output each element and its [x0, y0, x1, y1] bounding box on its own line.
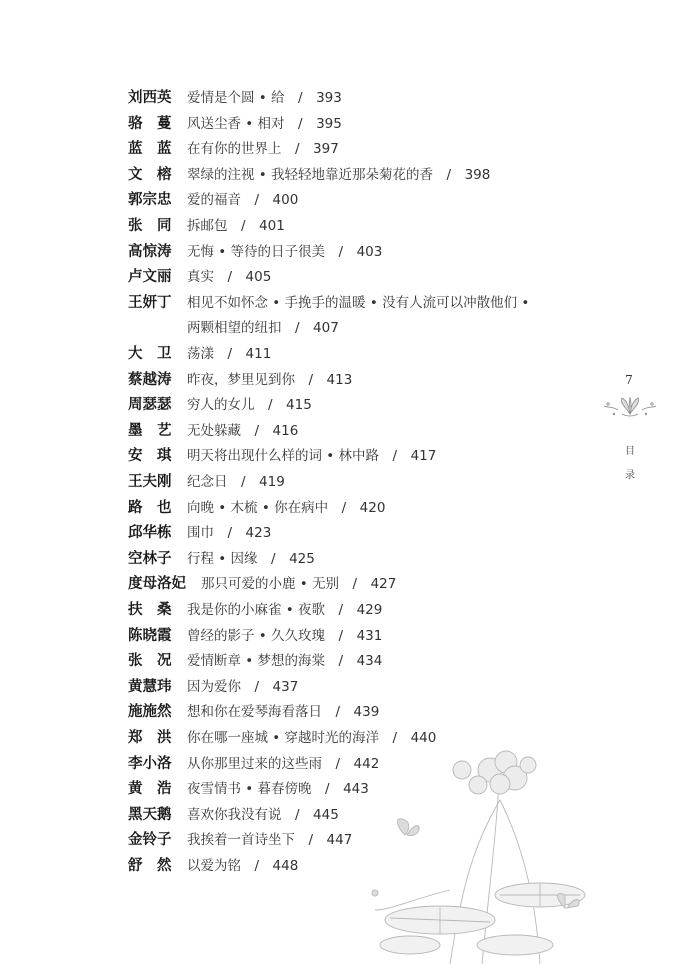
- toc-entry: [0, 86, 600, 110]
- toc-entry: [0, 675, 600, 699]
- toc-title: 翠绿的注视 • 我轻轻地靠近那朵菊花的香 / 398: [187, 167, 491, 183]
- toc-title: 风送尘香 • 相对 / 395: [187, 116, 342, 132]
- toc-title: 想和你在爱琴海看落日 / 439: [187, 704, 380, 720]
- toc-entry: [0, 419, 600, 443]
- toc-author: 陈晓霞: [128, 628, 172, 644]
- toc-title: 无悔 • 等待的日子很美 / 403: [187, 244, 383, 260]
- toc-title: 围巾 / 423: [187, 525, 272, 541]
- toc-entry: [0, 265, 600, 289]
- toc-title: 那只可爱的小鹿 • 无别 / 427: [201, 576, 397, 592]
- toc-entry: [0, 572, 600, 596]
- toc-author: 张 同: [128, 218, 172, 234]
- floral-illustration: [350, 740, 690, 964]
- toc-author: 扶 桑: [128, 602, 172, 618]
- toc-author: 王妍丁: [128, 295, 172, 311]
- toc-title: 你在哪一座城 • 穿越时光的海洋 / 440: [187, 730, 437, 746]
- toc-author: 郑 洪: [128, 730, 172, 746]
- page-number: 7: [625, 373, 633, 387]
- toc-entry: [0, 188, 600, 212]
- toc-author: 王夫刚: [128, 474, 172, 490]
- toc-author: 文 榕: [128, 167, 172, 183]
- toc-author: 高惊涛: [128, 244, 172, 260]
- toc-entry: [0, 598, 600, 622]
- toc-entry: [0, 342, 600, 366]
- toc-author: 蔡越涛: [128, 372, 172, 388]
- toc-author: 施施然: [128, 704, 172, 720]
- section-label-char-2: 录: [625, 470, 635, 481]
- toc-entry: [0, 547, 600, 571]
- toc-entry: [0, 496, 600, 520]
- toc-title: 我挨着一首诗坐下 / 447: [187, 832, 353, 848]
- toc-title: 荡漾 / 411: [187, 346, 272, 362]
- toc-author: 蓝 蓝: [128, 141, 172, 157]
- toc-entry: [0, 444, 600, 468]
- toc-author: 刘西英: [128, 90, 172, 106]
- toc-title: 无处躲藏 / 416: [187, 423, 299, 439]
- toc-entry: [0, 163, 600, 187]
- toc-author: 邱华栋: [128, 525, 172, 541]
- toc-title: 我是你的小麻雀 • 夜歌 / 429: [187, 602, 383, 618]
- toc-entry: [0, 624, 600, 648]
- toc-title: 以爱为铭 / 448: [187, 858, 299, 874]
- toc-title: 曾经的影子 • 久久玫瑰 / 431: [187, 628, 383, 644]
- toc-entry-continuation: [0, 316, 600, 340]
- toc-author: 空林子: [128, 551, 172, 567]
- toc-author: 李小洛: [128, 756, 172, 772]
- toc-title: 从你那里过来的这些雨 / 442: [187, 756, 380, 772]
- toc-entry: [0, 368, 600, 392]
- toc-title: 夜雪情书 • 暮春傍晚 / 443: [187, 781, 369, 797]
- toc-title: 爱的福音 / 400: [187, 192, 299, 208]
- toc-entry: [0, 112, 600, 136]
- toc-entry: [0, 291, 600, 315]
- toc-entry: [0, 700, 600, 724]
- toc-author: 黄 浩: [128, 781, 172, 797]
- toc-title: 明天将出现什么样的词 • 林中路 / 417: [187, 448, 437, 464]
- toc-author: 骆 蔓: [128, 116, 172, 132]
- toc-author: 安 琪: [128, 448, 172, 464]
- page-margin-label: [600, 370, 660, 490]
- toc-title: 昨夜，梦里见到你 / 413: [187, 372, 353, 388]
- toc-title: 纪念日 / 419: [187, 474, 285, 490]
- toc-title: 爱情是个圆 • 给 / 393: [187, 90, 342, 106]
- toc-entry: [0, 137, 600, 161]
- toc-title: 爱情断章 • 梦想的海棠 / 434: [187, 653, 383, 669]
- toc-title-continuation: 两颗相望的纽扣 / 407: [187, 320, 339, 336]
- toc-author: 墨 艺: [128, 423, 172, 439]
- toc-author: 路 也: [128, 500, 172, 516]
- toc-author: 黄慧玮: [128, 679, 172, 695]
- section-label-char-1: 目: [625, 446, 635, 457]
- toc-title: 相见不如怀念 • 手挽手的温暖 • 没有人流可以冲散他们 •: [187, 295, 530, 311]
- toc-title: 行程 • 因缘 / 425: [187, 551, 315, 567]
- toc-author: 舒 然: [128, 858, 172, 874]
- toc-title: 拆邮包 / 401: [187, 218, 285, 234]
- toc-entry: [0, 649, 600, 673]
- toc-entry: [0, 470, 600, 494]
- toc-entry: [0, 240, 600, 264]
- toc-author: 大 卫: [128, 346, 172, 362]
- toc-author: 卢文丽: [128, 269, 172, 285]
- flower-ornament-icon: [600, 394, 660, 420]
- toc-title: 穷人的女儿 / 415: [187, 397, 312, 413]
- toc-title: 真实 / 405: [187, 269, 272, 285]
- toc-author: 度母洛妃: [128, 576, 186, 592]
- toc-title: 在有你的世界上 / 397: [187, 141, 339, 157]
- toc-author: 黑天鹅: [128, 807, 172, 823]
- toc-author: 周瑟瑟: [128, 397, 172, 413]
- toc-title: 喜欢你我没有说 / 445: [187, 807, 339, 823]
- toc-author: 郭宗忠: [128, 192, 172, 208]
- toc-entry: [0, 393, 600, 417]
- toc-title: 因为爱你 / 437: [187, 679, 299, 695]
- toc-author: 张 况: [128, 653, 172, 669]
- toc-entry: [0, 214, 600, 238]
- toc-entry: [0, 521, 600, 545]
- toc-author: 金铃子: [128, 832, 172, 848]
- toc-title: 向晚 • 木梳 • 你在病中 / 420: [187, 500, 386, 516]
